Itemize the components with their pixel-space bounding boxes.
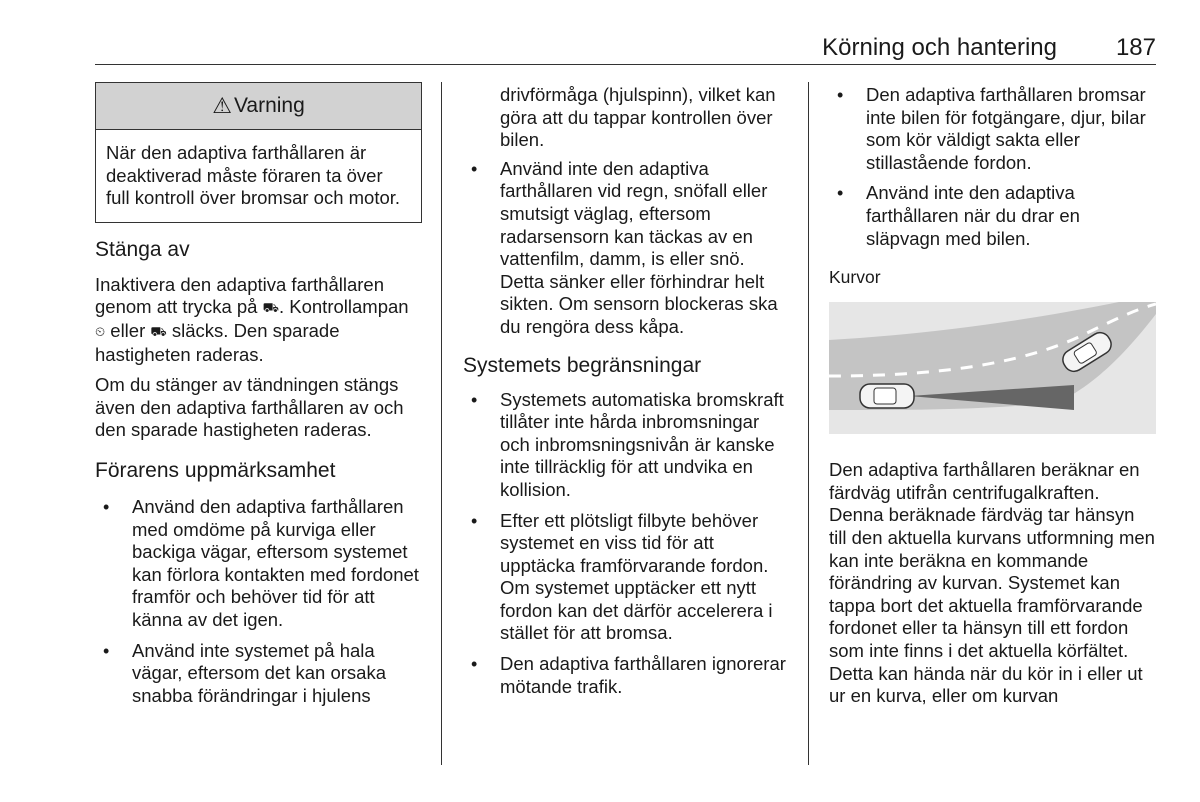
list-item-text: Använd inte den adaptiva farthållaren vid regn, snöfall eller smutsigt väglag, eftersom radarsensorn kan täckas av en vattenfilm, damm, is eller snö. Detta sänker eller förhindrar helt sikten. Om sensorn blockeras ska du rengöra dess kåpa. bbox=[500, 157, 778, 337]
warning-header bbox=[96, 83, 421, 130]
column-2 bbox=[463, 84, 790, 706]
paragraph-stop-1 bbox=[95, 274, 422, 366]
bullet-icon: • bbox=[103, 496, 110, 517]
list-item bbox=[463, 653, 790, 698]
heading-curves: Kurvor bbox=[829, 267, 881, 288]
paragraph-stop-1-b: . Kontrollampan bbox=[278, 296, 409, 318]
page-header-title: Körning och hantering bbox=[822, 34, 1057, 61]
heading-system-limits: Systemets begränsningar bbox=[463, 353, 702, 377]
column-divider-2 bbox=[808, 82, 809, 765]
paragraph-stop-2: Om du stänger av tändningen stängs även den adaptiva farthållaren av och den sparade hastigheten raderas. bbox=[95, 374, 404, 441]
attention-list bbox=[95, 496, 422, 707]
list-item bbox=[95, 640, 422, 708]
list-item bbox=[463, 158, 790, 339]
warning-title: Varning bbox=[233, 94, 305, 117]
paragraph-stop-1-a: Inaktivera den adaptiva farthållaren genom att trycka på bbox=[95, 273, 384, 318]
limits-list bbox=[463, 389, 790, 699]
list-item bbox=[463, 389, 790, 502]
list-item-text: Använd inte den adaptiva farthållaren när du drar en släpvagn med bilen. bbox=[866, 182, 1080, 249]
list-item bbox=[829, 84, 1156, 174]
warning-body bbox=[96, 130, 421, 222]
paragraph-stop-1-c: eller bbox=[105, 319, 151, 341]
list-item bbox=[95, 496, 422, 632]
header-rule bbox=[95, 64, 1156, 65]
heading-driver-attention: Förarens uppmärksamhet bbox=[95, 458, 336, 482]
heading-stop: Stänga av bbox=[95, 237, 190, 261]
bullet-icon: • bbox=[471, 389, 478, 410]
page-number: 187 bbox=[1115, 34, 1156, 61]
limits-list-continued bbox=[829, 84, 1156, 250]
bullet-icon: • bbox=[103, 640, 110, 661]
bullet-icon: • bbox=[471, 158, 478, 179]
list-item-text: Den adaptiva farthållaren bromsar inte bilen för fotgängare, djur, bilar som kör väldigt sakta eller stillastående fordon. bbox=[866, 84, 1146, 173]
list-item-text: Efter ett plötsligt filbyte behöver systemet en viss tid för att upptäcka framförvarande fordon. Om systemet upptäcker ett nytt fordon kan det därför accelerera i stället för att bromsa. bbox=[500, 509, 773, 644]
warning-triangle-icon: ⚠ bbox=[212, 93, 232, 118]
warning-text: När den adaptiva farthållaren är deaktiverad måste föraren ta över full kontroll över bromsar och motor. bbox=[106, 142, 401, 209]
list-item bbox=[829, 182, 1156, 250]
continued-text: drivförmåga (hjulspinn), vilket kan göra att du tappar kontrollen över bilen. bbox=[500, 84, 776, 151]
column-divider-1 bbox=[441, 82, 442, 765]
curve-illustration bbox=[829, 302, 1156, 434]
list-item-text: Den adaptiva farthållaren ignorerar mötande trafik. bbox=[500, 653, 786, 697]
list-item-text: Systemets automatiska bromskraft tillåter inte hårda inbromsningar och inbromsningsnivån är kanske inte tillräcklig för att undvika en kollision. bbox=[500, 388, 784, 500]
cruise-control-lamp-icon: ⏲ bbox=[95, 323, 106, 339]
adaptive-cruise-icon: ⛟ bbox=[262, 300, 279, 316]
paragraph-curves: Den adaptiva farthållaren beräknar en färdväg utifrån centrifugalkraften. Denna beräknade färdväg tar hänsyn till den aktuella kurvans utformning men kan inte beräkna en kommande förändring av kurvan. Systemet kan tappa bort det aktuella framförvarande fordonet eller ta hänsyn till ett fordon som inte finns i det aktuella körfältet. Detta kan hända när du kör in i eller ut ur en kurva, eller om kurvan bbox=[829, 459, 1155, 707]
paragraph-stop-1-d: släcks. Den sparade hastigheten raderas. bbox=[95, 319, 340, 365]
bullet-icon: • bbox=[471, 510, 478, 531]
bullet-icon: • bbox=[471, 654, 478, 675]
column-1 bbox=[95, 82, 422, 715]
warning-box bbox=[95, 82, 422, 223]
list-item-text: Använd inte systemet på hala vägar, eftersom det kan orsaka snabba förändringar i hjulens bbox=[132, 639, 386, 706]
bullet-icon: • bbox=[837, 183, 844, 204]
weather-list bbox=[463, 158, 790, 339]
bullet-icon: • bbox=[837, 85, 844, 105]
adaptive-cruise-icon: ⛟ bbox=[150, 323, 167, 339]
column-3 bbox=[829, 84, 1156, 708]
list-item-text: Använd den adaptiva farthållaren med omdöme på kurviga eller backiga vägar, eftersom systemet kan förlora kontakten med fordonet framför och behöver tid för att känna av det igen. bbox=[132, 495, 419, 630]
list-item bbox=[463, 510, 790, 646]
